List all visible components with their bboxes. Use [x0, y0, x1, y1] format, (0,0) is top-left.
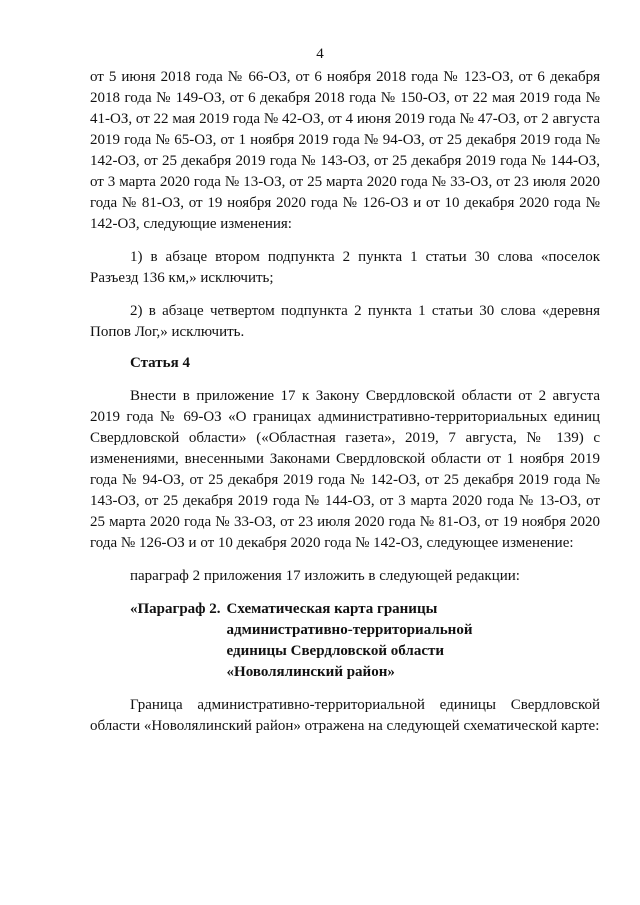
paragraph-title-line: административно-территориальной	[226, 622, 473, 638]
paragraph-title-lines	[227, 599, 473, 683]
closing-paragraph: Граница административно-территориальной единицы Свердловской области «Новолялинский район» отражена на следующей схематической карте:	[90, 697, 600, 734]
document-body	[90, 67, 600, 737]
paragraph-title	[90, 599, 600, 683]
page-number: 4	[316, 46, 324, 62]
article-body: Внести в приложение 17 к Закону Свердловской области от 2 августа 2019 года № 69-ОЗ «О границах административно-территориальных единиц Свердловской области» («Областная газета», 2019, 7 августа, № 139) с изменениями, внесенными Законами Свердловской области от 1 ноября 2019 года № 94-ОЗ, от 25 декабря 2019 года № 142-ОЗ, от 25 декабря 2019 года № 143-ОЗ, от 25 декабря 2019 года № 144-ОЗ, от 3 марта 2020 года № 13-ОЗ, от 25 марта 2020 года № 33-ОЗ, от 23 июля 2020 года № 81-ОЗ, от 19 ноября 2020 года № 126-ОЗ и от 10 декабря 2020 года № 142-ОЗ, следующее изменение:	[90, 388, 600, 551]
article-heading: Статья 4	[130, 355, 190, 371]
paragraph-title-line: «Новолялинский район»	[226, 664, 395, 680]
intro-paragraph: от 5 июня 2018 года № 66-ОЗ, от 6 ноября 2018 года № 123-ОЗ, от 6 декабря 2018 года № 149-ОЗ, от 6 декабря 2018 года № 150-ОЗ, от 22 мая 2019 года № 41-ОЗ, от 22 мая 2019 года № 42-ОЗ, от 4 июня 2019 года № 47-ОЗ, от 2 августа 2019 года № 65-ОЗ, от 1 ноября 2019 года № 94-ОЗ, от 25 декабря 2019 года № 142-ОЗ, от 25 декабря 2019 года № 143-ОЗ, от 25 декабря 2019 года № 144-ОЗ, от 3 марта 2020 года № 13-ОЗ, от 25 марта 2020 года № 33-ОЗ, от 23 июля 2020 года № 81-ОЗ, от 19 ноября 2020 года № 126-ОЗ и от 10 декабря 2020 года № 142-ОЗ, следующие изменения:	[90, 69, 600, 232]
amendment-item-1: 1) в абзаце втором подпункта 2 пункта 1 статьи 30 слова «поселок Разъезд 136 км,» исключить;	[90, 249, 600, 286]
paragraph-title-label: «Параграф 2.	[130, 601, 221, 617]
paragraph-title-line: Схематическая карта границы	[226, 601, 438, 617]
amendment-item-2: 2) в абзаце четвертом подпункта 2 пункта 1 статьи 30 слова «деревня Попов Лог,» исключить.	[90, 303, 600, 340]
instruction-line: параграф 2 приложения 17 изложить в следующей редакции:	[130, 568, 520, 584]
paragraph-title-line: единицы Свердловской области	[226, 643, 444, 659]
